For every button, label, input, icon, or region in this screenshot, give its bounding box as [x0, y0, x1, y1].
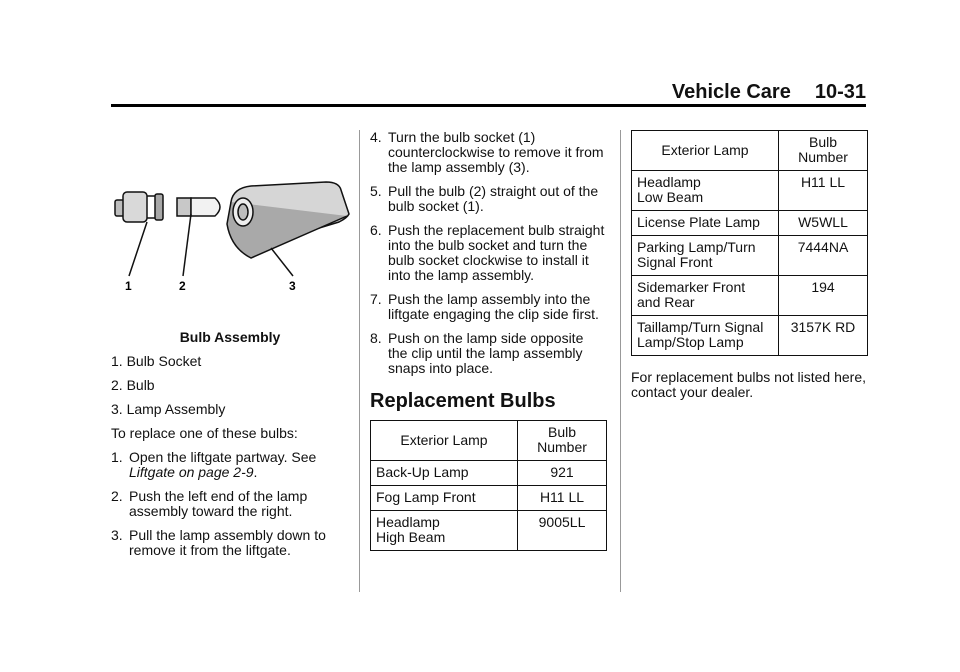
- bulb-table-part-1: [370, 420, 607, 551]
- column-header: Exterior Lamp: [371, 421, 518, 461]
- intro-text: To replace one of these bulbs:: [111, 425, 298, 441]
- column-divider-2: [620, 130, 621, 592]
- bulb-cell: 921: [518, 461, 607, 486]
- callout-2: 2: [179, 279, 186, 293]
- table-row: [632, 316, 868, 356]
- step-2: 2. Push the left end of the lamp assembly toward the right.: [111, 489, 349, 519]
- table-row: [632, 276, 868, 316]
- bulb-cell: 7444NA: [779, 236, 868, 276]
- column-header: Exterior Lamp: [632, 131, 779, 171]
- step-text: Push on the lamp side opposite the clip until the lamp assembly snaps into place.: [388, 330, 584, 376]
- bulb-cell: H11 LL: [518, 486, 607, 511]
- table-row: [632, 211, 868, 236]
- step-5: 5. Pull the bulb (2) straight out of the bulb socket (1).: [370, 184, 606, 214]
- legend-item-3: 3. Lamp Assembly: [111, 401, 226, 417]
- bulb-cell: W5WLL: [779, 211, 868, 236]
- lamp-cell: Sidemarker Front and Rear: [632, 276, 779, 316]
- section-title: Replacement Bulbs: [370, 390, 556, 412]
- table-header-row: [371, 421, 607, 461]
- table-row: [632, 236, 868, 276]
- column-header: Bulb Number: [779, 131, 868, 171]
- step-8: 8. Push on the lamp side opposite the clip until the lamp assembly snaps into place.: [370, 331, 606, 376]
- step-text: Pull the lamp assembly down to remove it from the liftgate.: [129, 527, 326, 558]
- lamp-cell: Fog Lamp Front: [371, 486, 518, 511]
- bulb-cell: H11 LL: [779, 171, 868, 211]
- step-number: 1.: [111, 449, 123, 465]
- step-4: 4. Turn the bulb socket (1) counterclockwise to remove it from the lamp assembly (3).: [370, 130, 606, 175]
- lamp-cell: Parking Lamp/Turn Signal Front: [632, 236, 779, 276]
- callout-1: 1: [125, 279, 132, 293]
- bulb-assembly-drawing: [111, 178, 351, 296]
- lamp-cell: Headlamp High Beam: [371, 511, 518, 551]
- table-header-row: [632, 131, 868, 171]
- page-number: 10-31: [814, 81, 866, 103]
- step-text: Open the liftgate partway. See: [129, 449, 317, 465]
- dealer-note: For replacement bulbs not listed here, contact your dealer.: [631, 369, 867, 400]
- step-6: 6. Push the replacement bulb straight into the bulb socket and turn the bulb socket clockwise to install it into the lamp assembly.: [370, 222, 605, 283]
- bulb-cell: 9005LL: [518, 511, 607, 551]
- legend-item-1: 1. Bulb Socket: [111, 353, 202, 369]
- column-2: [370, 130, 606, 551]
- step-text: Push the lamp assembly into the liftgate engaging the clip side first.: [388, 291, 599, 322]
- liftgate-cross-reference: Liftgate on page 2-9: [129, 464, 254, 480]
- lamp-cell: Back-Up Lamp: [371, 461, 518, 486]
- table-row: [632, 171, 868, 211]
- table-row: [371, 511, 607, 551]
- callout-3: 3: [289, 279, 296, 293]
- section-name: Vehicle Care: [671, 81, 791, 103]
- legend-item-2: 2. Bulb: [111, 377, 155, 393]
- step-text: Push the replacement bulb straight into the bulb socket and turn the bulb socket clockwise to install it into the lamp assembly.: [388, 222, 605, 283]
- column-1: [111, 330, 349, 567]
- lamp-cell: Headlamp Low Beam: [632, 171, 779, 211]
- figure-caption: Bulb Assembly: [179, 329, 281, 345]
- lamp-cell: Taillamp/Turn Signal Lamp/Stop Lamp: [632, 316, 779, 356]
- column-divider-1: [359, 130, 360, 592]
- column-header: Bulb Number: [518, 421, 607, 461]
- step-7: 7. Push the lamp assembly into the liftgate engaging the clip side first.: [370, 292, 606, 322]
- column-3: [631, 130, 869, 409]
- bulb-table-part-2: [631, 130, 868, 356]
- step-text: Turn the bulb socket (1) counterclockwise to remove it from the lamp assembly (3).: [388, 129, 604, 175]
- header-rule: [111, 104, 866, 107]
- table-row: [371, 461, 607, 486]
- bulb-cell: 194: [779, 276, 868, 316]
- bulb-cell: 3157K RD: [779, 316, 868, 356]
- step-text: Push the left end of the lamp assembly toward the right.: [129, 488, 308, 519]
- lamp-cell: License Plate Lamp: [632, 211, 779, 236]
- table-row: [371, 486, 607, 511]
- step-3: 3. Pull the lamp assembly down to remove it from the liftgate.: [111, 528, 349, 558]
- bulb-assembly-illustration: [111, 178, 351, 296]
- step-text: Pull the bulb (2) straight out of the bulb socket (1).: [388, 183, 599, 214]
- step-1: 1. Open the liftgate partway. See Liftgate on page 2-9.: [111, 449, 317, 480]
- page-header: [111, 80, 866, 104]
